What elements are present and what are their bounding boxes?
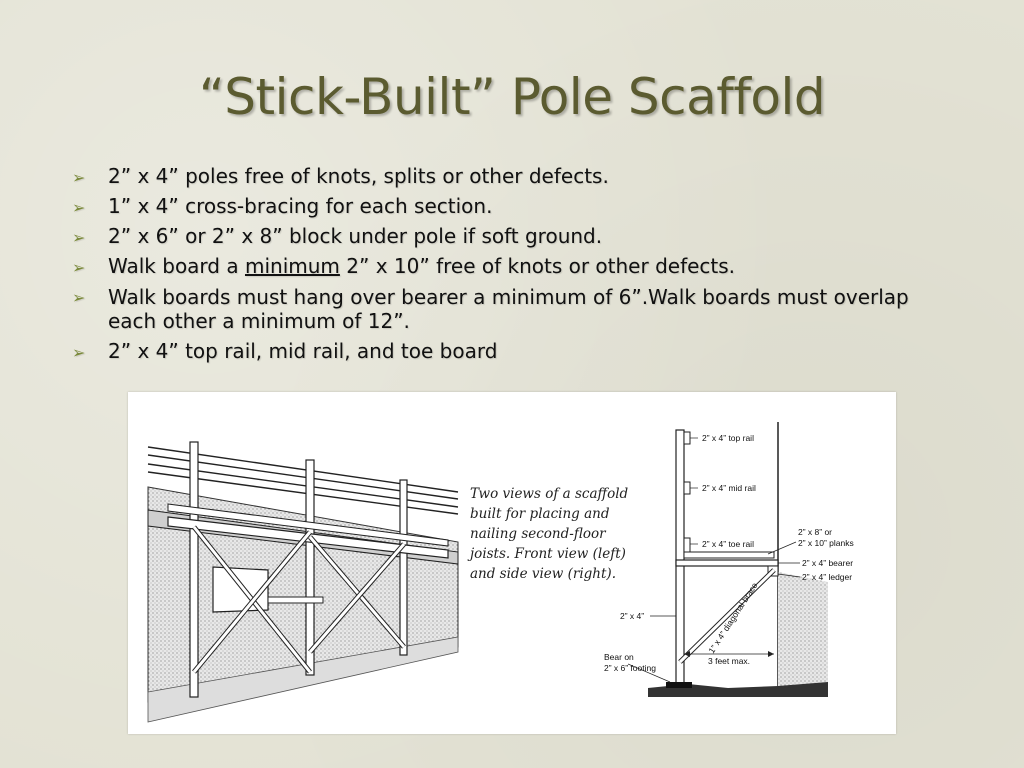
- slide-title: “Stick-Built” Pole Scaffold: [198, 68, 826, 126]
- spacing-label: 3 feet max.: [708, 656, 751, 666]
- diagonal-brace-label: 1” x 4” diagonal brace: [706, 580, 760, 656]
- bullet-text: 2” x 6” or 2” x 8” block under pole if soft ground.: [108, 224, 603, 248]
- footing-label-line2: 2” x 6” footing: [604, 663, 656, 673]
- ledger-label: 2” x 4” ledger: [802, 572, 853, 582]
- bullet-item: [72, 225, 952, 248]
- bullet-text-pre: Walk board a: [108, 254, 245, 278]
- planks-label-line2: 2” x 10” planks: [798, 538, 854, 548]
- bullet-item: [72, 255, 952, 278]
- bullet-text-underlined: minimum: [244, 254, 340, 278]
- footing-label-line1: Bear on: [604, 652, 634, 662]
- chevron-right-icon: ➢: [72, 168, 86, 187]
- bearer-label: 2” x 4” bearer: [802, 558, 854, 568]
- mid-rail-label: 2” x 4” mid rail: [702, 483, 756, 493]
- chevron-right-icon: ➢: [72, 258, 86, 277]
- chevron-right-icon: ➢: [72, 343, 86, 362]
- bullet-text: 2” x 4” poles free of knots, splits or other defects.: [108, 164, 609, 188]
- bullet-item: [72, 285, 952, 333]
- front-view-drawing: [148, 442, 458, 722]
- pole-label: 2” x 4”: [620, 611, 645, 621]
- chevron-right-icon: ➢: [72, 288, 86, 307]
- chevron-right-icon: ➢: [72, 228, 86, 247]
- bullet-text: 1” x 4” cross-bracing for each section.: [108, 194, 493, 218]
- bullet-item: [72, 340, 952, 363]
- figure-caption: Two views of a scaffold built for placing and nailing second-floor joists. Front view (left) and side view (right).: [470, 486, 629, 582]
- toe-rail-label: 2” x 4” toe rail: [702, 539, 754, 549]
- bullet-text: Walk boards must hang over bearer a minimum of 6”.Walk boards must overlap each other a minimum of 12”.: [108, 285, 909, 333]
- bullet-text-post: 2” x 10” free of knots or other defects.: [339, 254, 736, 278]
- top-rail-label: 2” x 4” top rail: [702, 433, 754, 443]
- bullet-text: 2” x 4” top rail, mid rail, and toe board: [108, 339, 498, 363]
- bullet-item: [72, 195, 952, 218]
- chevron-right-icon: ➢: [72, 198, 86, 217]
- planks-label-line1: 2” x 8” or: [798, 527, 833, 537]
- bullet-item: [72, 165, 952, 188]
- bullet-list: [72, 165, 952, 370]
